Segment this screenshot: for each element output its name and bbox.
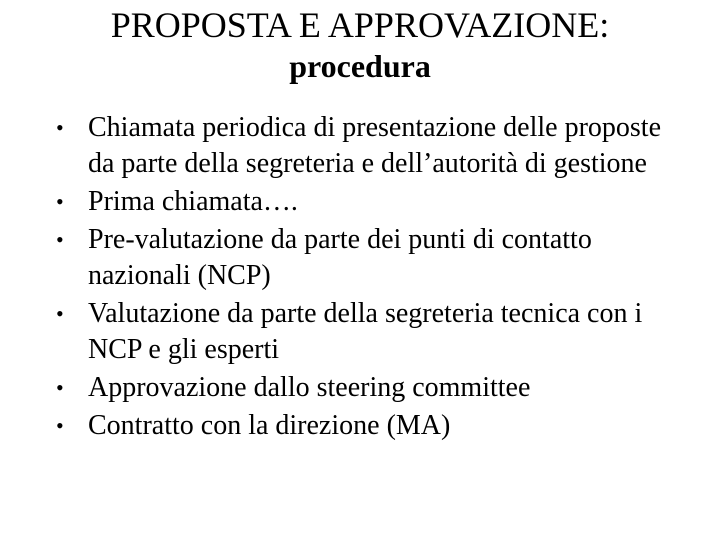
title-line-2: procedura [289, 48, 431, 85]
bullet-dot-icon: • [56, 189, 64, 214]
bullet-dot-icon: • [56, 301, 64, 326]
bullet-item [56, 222, 686, 294]
title-line-1: PROPOSTA E APPROVAZIONE: [110, 5, 610, 45]
bullet-text: Chiamata periodica di presentazione delle proposte da parte della segreteria e dell’autorità di gestione [88, 112, 662, 179]
bullet-text: Contratto con la direzione (MA) [88, 410, 451, 441]
bullet-dot-icon: • [56, 375, 64, 400]
bullet-item [56, 370, 686, 406]
bullet-dot-icon: • [56, 115, 64, 140]
bullet-item [56, 296, 686, 368]
bullet-list [56, 110, 686, 446]
bullet-text: Valutazione da parte della segreteria tecnica con i NCP e gli esperti [88, 298, 643, 365]
slide-title [0, 4, 720, 86]
bullet-item [56, 408, 686, 444]
bullet-item [56, 184, 686, 220]
bullet-dot-icon: • [56, 227, 64, 252]
bullet-item [56, 110, 686, 182]
bullet-dot-icon: • [56, 413, 64, 438]
bullet-text: Prima chiamata…. [88, 186, 298, 217]
bullet-text: Approvazione dallo steering committee [88, 372, 531, 403]
bullet-text: Pre-valutazione da parte dei punti di contatto nazionali (NCP) [88, 224, 592, 291]
